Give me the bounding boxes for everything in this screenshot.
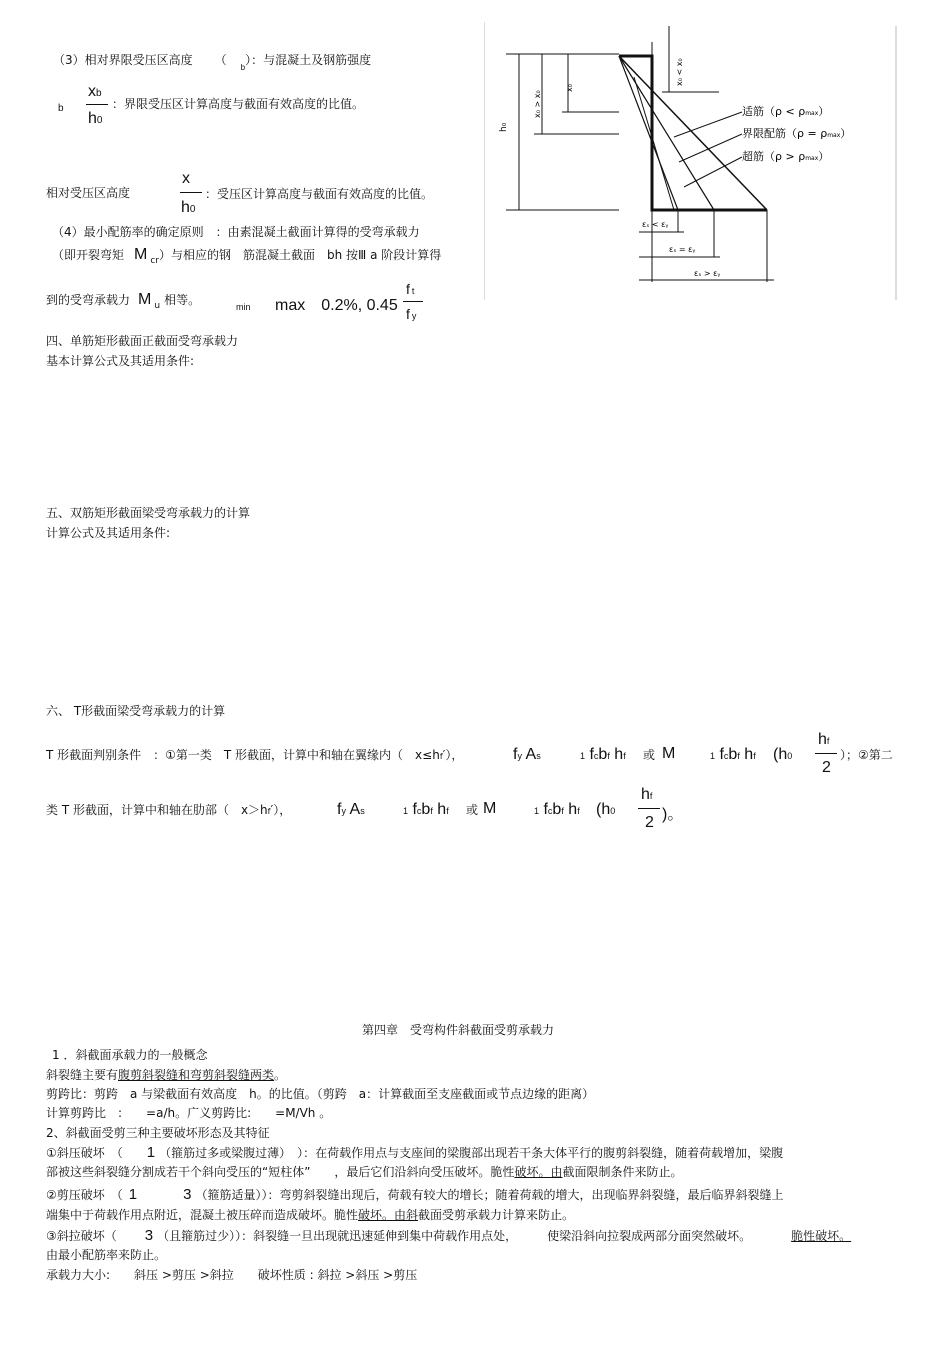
ft-numerator: ft: [406, 281, 415, 297]
rel-height-text: ：受压区计算高度与截面有效高度的比值。: [205, 187, 434, 201]
ch4-p7: 部被这些斜裂缝分割成若干个斜向受压的“短柱体” ，最后它们沿斜向受压破坏。脆性破坏。由截面限制条件来防止。: [46, 1165, 683, 1179]
fraction-bar: [180, 192, 202, 193]
fy-denominator: fy: [406, 306, 417, 322]
eps-label-less: εₛ < εᵧ: [642, 220, 669, 229]
tbeam-l2-rhsB: 1 fcbf hf: [534, 801, 580, 818]
tbeam-l1-or: 或: [643, 748, 656, 762]
tbeam-l1-rhsB: 1 fcbf hf: [710, 746, 756, 763]
sec3-line2: ：界限受压区计算高度与截面有效高度的比值。: [112, 97, 365, 111]
label-x-greater: x₀ > x₀: [533, 90, 542, 118]
sec4-line2: （即开裂弯矩 M $_{cr}$）与相应的钢 筋混凝土截面 bh 按Ⅲ a 阶段计算得: [52, 246, 442, 266]
rho-min-subscript: min: [236, 302, 251, 312]
fraction-bar: [815, 753, 837, 754]
tbeam-l1-hf: hf: [818, 731, 830, 748]
tbeam-l2-two: 2: [645, 814, 654, 831]
ch4-p12: 承载力大小: 斜压 >剪压 >斜拉 破坏性质 : 斜拉 >斜压 >剪压: [46, 1268, 418, 1282]
eps-label-greater: εₛ > εᵧ: [694, 269, 721, 278]
rel-height-label: 相对受压区高度: [46, 186, 131, 200]
legend-under-reinforced: 适筋（ρ < ρmax）: [742, 105, 830, 118]
xi-b-subscript: b: [58, 103, 64, 114]
ch4-p4: 计算剪跨比 : =a/h。广义剪跨比: =M/Vh 。: [46, 1106, 332, 1120]
eps-label-equal: εₛ = εᵧ: [669, 245, 696, 254]
xb-numerator: xb: [88, 83, 102, 100]
tbeam-l1-paren: (h0: [773, 746, 793, 763]
tbeam-l2-hf: hf: [641, 786, 653, 803]
tbeam-l1-end: ）；②第二: [840, 748, 893, 762]
leader-3: [684, 157, 742, 187]
tbeam-line2-text: 类 T 形截面，计算中和轴在肋部（ x＞hf′），: [46, 803, 292, 817]
ch4-p8: ②剪压破坏 （ 1 3 （箍筋适量））：弯剪斜裂缝出现后，荷载有较大的增长；随着荷载的增大，出现临界斜裂缝，最后临界斜裂缝上: [46, 1186, 784, 1203]
strain-diagram: [484, 22, 900, 302]
fraction-bar: [86, 104, 108, 105]
tbeam-l2-rhs: 1 fcbf hf: [403, 801, 449, 818]
legend-over-reinforced: 超筋（ρ > ρmax）: [742, 150, 830, 163]
label-h0: h₀: [499, 122, 509, 132]
ch4-p6: ①斜压破坏 （ 1 （箍筋过多或梁腹过薄） ）：在荷载作用点与支座间的梁腹部出现若干条大体平行的腹剪斜裂缝，随着荷载增加，梁腹: [46, 1144, 784, 1161]
sec4-line1: （4）最小配筋率的确定原则 ：由素混凝土截面计算得的受弯承载力: [52, 225, 420, 239]
h0-denominator: h0: [88, 110, 103, 127]
tbeam-l1-M: M: [662, 745, 676, 762]
ch4-p1: 1 ．斜截面承载力的一般概念: [52, 1048, 208, 1062]
ch4-p5: 2、斜截面受剪三种主要破坏形态及其特征: [46, 1126, 270, 1140]
ch4-p2: 斜裂缝主要有腹剪斜裂缝和弯剪斜裂缝两类。: [46, 1068, 287, 1082]
strain-line-extra: [634, 77, 674, 210]
heading-four: 四、单筋矩形截面正截面受弯承载力: [46, 334, 239, 348]
tbeam-l1-fyAs: fy As: [513, 746, 541, 763]
sec3-line1: （3）相对界限受压区高度 $(_b)$：与混凝土及钢筋强度: [53, 53, 372, 72]
rel-denominator: h0: [181, 199, 196, 216]
tbeam-l2-end: )。: [662, 806, 684, 823]
tbeam-l2-fyAs: fy As: [337, 801, 365, 818]
strain-line-over: [619, 56, 714, 210]
label-x-less: x₀ < x₀: [675, 58, 684, 86]
tbeam-line1-text: T 形截面判别条件 ：①第一类 T 形截面，计算中和轴在翼缘内（ x≤hf′），: [46, 748, 464, 762]
label-xb: x₀: [565, 84, 574, 92]
tbeam-l2-paren: (h0: [596, 801, 616, 818]
fraction-bar: [403, 301, 423, 302]
chapter4-title: 第四章 受弯构件斜截面受剪承载力: [362, 1023, 555, 1037]
ch4-p11: 由最小配筋率来防止。: [46, 1248, 167, 1262]
tbeam-l2-M: M: [483, 800, 497, 817]
ch4-p3: 剪跨比：剪跨 a 与梁截面有效高度 h。的比值。（剪跨 a：计算截面至支座截面或节点边缘的距离）: [46, 1087, 595, 1101]
heading-six: 六、 T形截面梁受弯承载力的计算: [46, 704, 226, 718]
leader-2: [679, 134, 742, 162]
legend-balanced: 界限配筋（ρ = ρmax）: [742, 127, 852, 140]
tbeam-l1-two: 2: [822, 759, 831, 776]
subheading-four: 基本计算公式及其适用条件:: [46, 354, 195, 368]
subheading-five: 计算公式及其适用条件:: [46, 526, 171, 540]
heading-five: 五、双筋矩形截面梁受弯承载力的计算: [46, 506, 251, 520]
rel-numerator: x: [182, 170, 190, 187]
tbeam-l1-rhs: 1 fcbf hf: [580, 746, 626, 763]
sec4-line3: 到的受弯承载力 M $_u$ 相等。: [46, 291, 201, 311]
ch4-p10: ③斜拉破坏（ 3 （且箍筋过少））：斜裂缝一旦出现就迅速延伸到集中荷载作用点处， 使梁沿斜向拉裂成两部分面突然破坏。 脆性破坏。: [46, 1227, 852, 1244]
max-expression: max 0.2%, 0.45: [275, 297, 398, 314]
fraction-bar: [638, 808, 660, 809]
ch4-p9: 端集中于荷载作用点附近，混凝土被压碎而造成破坏。脆性破坏。由斜截面受剪承载力计算来防止。: [46, 1208, 575, 1222]
tbeam-l2-or: 或: [466, 803, 479, 817]
